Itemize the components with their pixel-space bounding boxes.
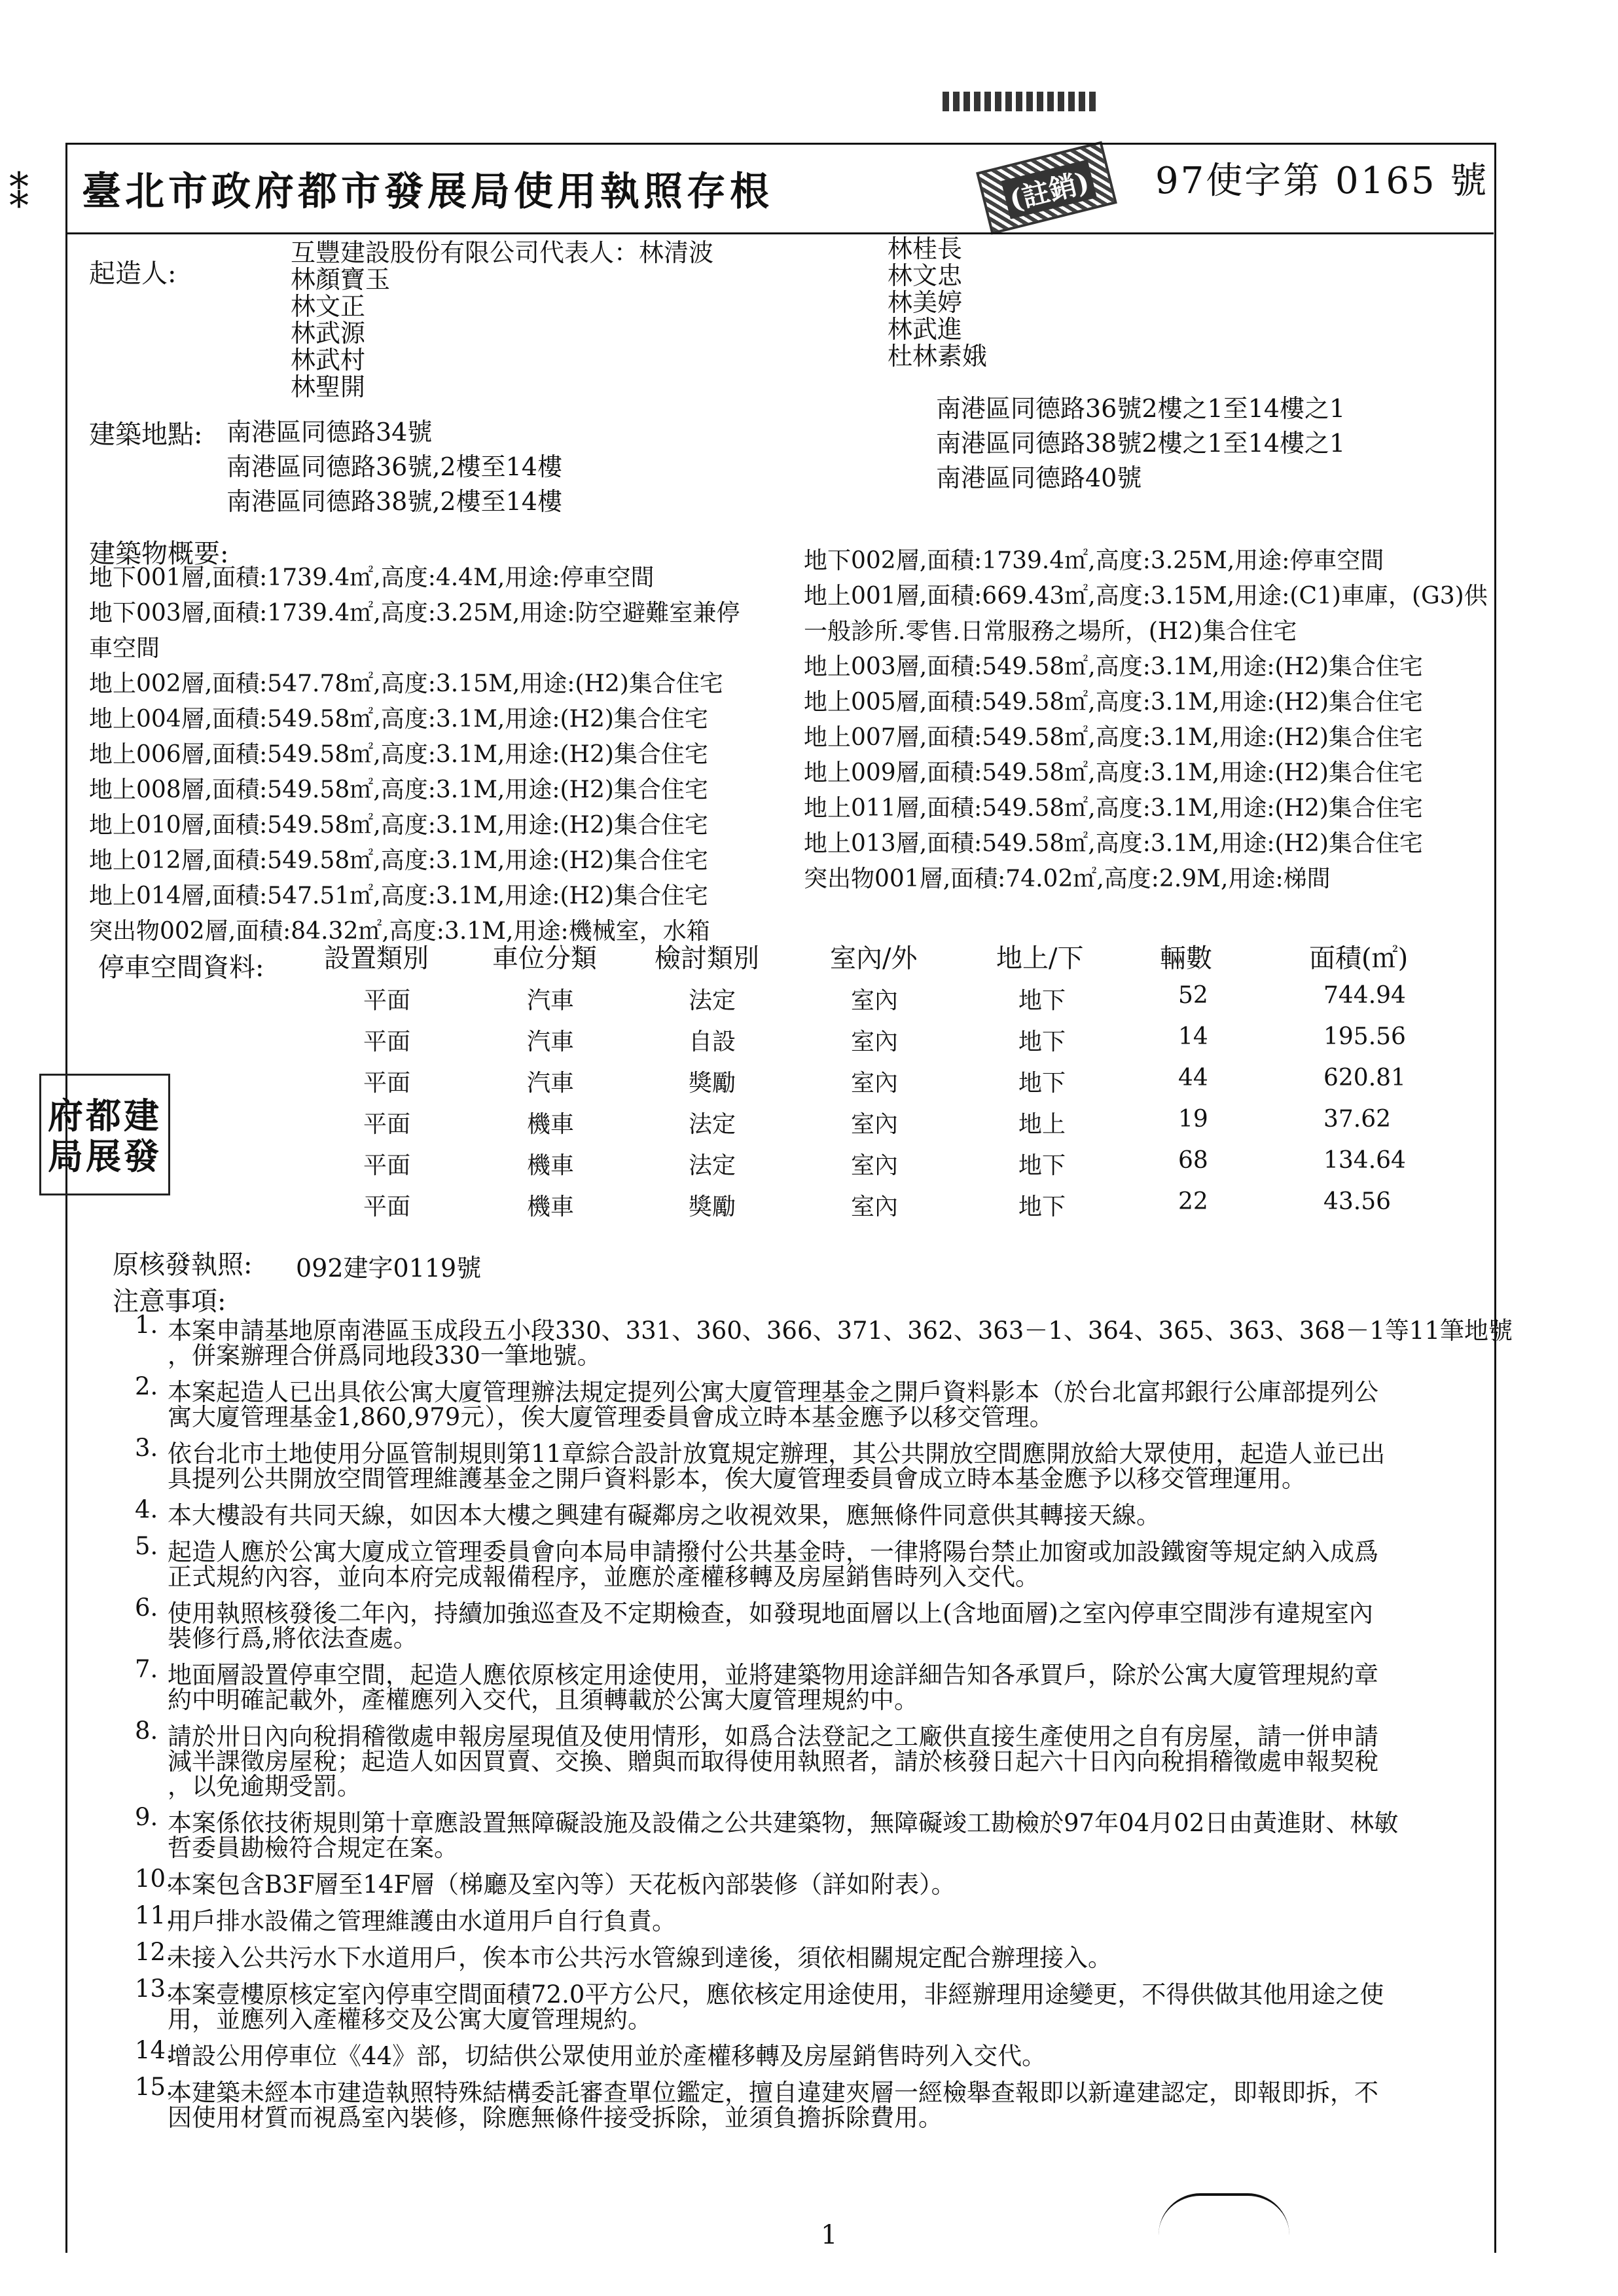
- note-number: 12.: [135, 1938, 173, 1966]
- site-address: 南港區同德路34號: [226, 418, 433, 446]
- note-number: 9.: [135, 1803, 158, 1831]
- original-permit-value: 092建字0119號: [296, 1254, 482, 1283]
- note-line: 增設公用停車位《44》部，切結供公眾使用並於產權移轉及房屋銷售時列入交代。: [168, 2042, 1047, 2070]
- parking-cell-review: 法定: [689, 1152, 736, 1179]
- note-line: 裝修行爲,將依法查處。: [168, 1624, 418, 1652]
- note-line: 地面層設置停車空間，起造人應依原核定用途使用，並將建築物用途詳細告知各承買戶，除於公寓大廈管理規約章: [168, 1661, 1378, 1689]
- overview-line: 地上006層,面積:549.58㎡,高度:3.1M,用途:(H2)集合住宅: [89, 741, 708, 768]
- site-address: 南港區同德路38號,2樓至14樓: [226, 487, 562, 516]
- applicant-left-list: [291, 240, 713, 401]
- overview-line: 地上013層,面積:549.58㎡,高度:3.1M,用途:(H2)集合住宅: [804, 830, 1423, 857]
- applicant-name: 林武村: [291, 346, 366, 374]
- overview-line: 地上003層,面積:549.58㎡,高度:3.1M,用途:(H2)集合住宅: [804, 653, 1423, 680]
- site-label: 建築地點:: [89, 420, 203, 450]
- note-line: ，併案辦理合併爲同地段330一筆地號。: [168, 1341, 602, 1370]
- overview-label: 建築物概要:: [89, 539, 229, 569]
- note-line: 起造人應於公寓大廈成立管理委員會向本局申請撥付公共基金時，一律將陽台禁止加窗或加設鐵窗等規定納入成爲: [168, 1538, 1378, 1566]
- parking-header: 地上/下: [996, 943, 1084, 974]
- note-line: 使用執照核發後二年內，持續加強巡查及不定期檢查，如發現地面層以上(含地面層)之室內停車空間涉有違規室內: [168, 1599, 1373, 1628]
- note-line: 本大樓設有共同天線，如因本大樓之興建有礙鄰房之收視效果，應無條件同意供其轉接天線。: [168, 1501, 1160, 1529]
- parking-cell-review: 獎勵: [689, 1070, 736, 1097]
- note-number: 15.: [135, 2073, 173, 2101]
- overview-line: 突出物001層,面積:74.02㎡,高度:2.9M,用途:梯間: [804, 866, 1331, 892]
- parking-cell-category: 汽車: [527, 1029, 575, 1055]
- note-number: 4.: [135, 1495, 158, 1523]
- cancel-stamp-text: (註銷): [1001, 160, 1096, 219]
- parking-header: 車位分類: [492, 943, 597, 974]
- parking-cell-category: 汽車: [527, 1070, 575, 1097]
- site-address: 南港區同德路36號2樓之1至14樓之1: [936, 394, 1346, 423]
- top-mark: [943, 92, 1100, 111]
- parking-cell-area: 620.81: [1323, 1065, 1406, 1091]
- parking-cell-count: 44: [1178, 1065, 1208, 1091]
- site-address: 南港區同德路36號,2樓至14樓: [226, 452, 562, 481]
- parking-cell-review: 自設: [689, 1029, 736, 1055]
- overview-left-list: [89, 560, 740, 949]
- overview-right-list: [804, 543, 1488, 897]
- applicant-name: 林武源: [291, 319, 366, 348]
- parking-cell-inout: 室內: [851, 1111, 899, 1138]
- note-line: 因使用材質而視爲室內裝修，除應無條件接受拆除，並須負擔拆除費用。: [168, 2104, 943, 2132]
- applicant-name: 互豐建設股份有限公司代表人：林清波: [291, 238, 714, 267]
- parking-cell-type: 平面: [363, 1194, 411, 1220]
- note-number: 7.: [135, 1655, 158, 1683]
- note-line: 正式規約內容，並向本府完成報備程序，並應於產權移轉及房屋銷售時列入交代。: [168, 1563, 1039, 1591]
- parking-cell-area: 195.56: [1323, 1023, 1406, 1050]
- applicant-name: 林文忠: [888, 261, 963, 290]
- official-seal: [39, 1074, 170, 1195]
- parking-header: 輛數: [1160, 943, 1212, 974]
- original-permit-label: 原核發執照:: [113, 1250, 253, 1280]
- parking-cell-count: 52: [1178, 982, 1208, 1009]
- note-number: 1.: [135, 1311, 158, 1339]
- note-number: 5.: [135, 1532, 158, 1560]
- parking-cell-level: 地下: [1018, 1194, 1066, 1220]
- parking-header: 室內/外: [830, 943, 918, 974]
- overview-line: 突出物002層,面積:84.32㎡,高度:3.1M,用途:機械室，水箱: [89, 918, 710, 945]
- parking-header: 面積(㎡): [1309, 943, 1409, 974]
- overview-line: 地上012層,面積:549.58㎡,高度:3.1M,用途:(H2)集合住宅: [89, 847, 708, 874]
- note-line: 用，並應列入產權移交及公寓大廈管理規約。: [168, 2005, 652, 2033]
- applicant-name: 林美婷: [888, 288, 963, 317]
- note-line: 本案起造人已出具依公寓大廈管理辦法規定提列公寓大廈管理基金之開戶資料影本（於台北富邦銀行公庫部提列公: [168, 1378, 1378, 1406]
- overview-line: 地上001層,面積:669.43㎡,高度:3.15M,用途:(C1)車庫，(G3)供: [804, 583, 1488, 610]
- applicant-name: 林文正: [291, 292, 366, 321]
- parking-cell-category: 汽車: [527, 987, 575, 1014]
- note-line: 本案壹樓原核定室內停車空間面積72.0平方公尺，應依核定用途使用，非經辦理用途變更，不得供做其他用途之使: [168, 1980, 1384, 2009]
- note-line: 減半課徵房屋稅；起造人如因買賣、交換、贈與而取得使用執照者，請於核發日起六十日內向稅捐稽徵處申報契稅: [168, 1747, 1378, 1776]
- parking-cell-inout: 室內: [851, 1152, 899, 1179]
- applicant-name: 林聖開: [291, 373, 366, 401]
- parking-cell-category: 機車: [527, 1111, 575, 1138]
- overview-line: 地上002層,面積:547.78㎡,高度:3.15M,用途:(H2)集合住宅: [89, 670, 723, 697]
- note-line: ，以免逾期受罰。: [168, 1772, 361, 1800]
- note-line: 本案申請基地原南港區玉成段五小段330、331、360、366、371、362、363－1、364、365、363、368－1等11筆地號: [168, 1317, 1513, 1345]
- parking-cell-type: 平面: [363, 1070, 411, 1097]
- overview-line: 地上005層,面積:549.58㎡,高度:3.1M,用途:(H2)集合住宅: [804, 689, 1423, 716]
- note-line: 哲委員勘檢符合規定在案。: [168, 1834, 458, 1862]
- parking-cell-inout: 室內: [851, 987, 899, 1014]
- applicant-name: 杜林素娥: [888, 342, 988, 371]
- note-line: 具提列公共開放空間管理維護基金之開戶資料影本，俟大廈管理委員會成立時本基金應予以移交管理運用。: [168, 1465, 1306, 1493]
- applicant-label: 起造人:: [89, 259, 177, 289]
- site-address: 南港區同德路38號2樓之1至14樓之1: [936, 429, 1346, 458]
- note-number: 8.: [135, 1717, 158, 1745]
- document-number: 97使字第 0165 號: [1155, 160, 1489, 202]
- page-number: 1: [821, 2220, 838, 2250]
- overview-line: 地上004層,面積:549.58㎡,高度:3.1M,用途:(H2)集合住宅: [89, 706, 708, 733]
- note-number: 2.: [135, 1372, 158, 1400]
- parking-cell-level: 地下: [1018, 1070, 1066, 1097]
- site-address: 南港區同德路40號: [936, 464, 1142, 492]
- parking-cell-level: 地下: [1018, 1152, 1066, 1179]
- parking-header: 檢討類別: [655, 943, 759, 974]
- note-line: 請於卅日內向稅捐稽徵處申報房屋現值及使用情形，如爲合法登記之工廠供直接生產使用之自有房屋，請一併申請: [168, 1722, 1378, 1751]
- note-line: 約中明確記載外，產權應列入交代，且須轉載於公寓大廈管理規約中。: [168, 1686, 918, 1714]
- note-line: 未接入公共污水下水道用戶，俟本市公共污水管線到達後，須依相關規定配合辦理接入。: [168, 1944, 1112, 1972]
- parking-cell-count: 19: [1178, 1106, 1208, 1133]
- margin-mark: ⁑: [9, 172, 29, 217]
- parking-cell-type: 平面: [363, 1029, 411, 1055]
- note-number: 6.: [135, 1594, 158, 1622]
- note-number: 10.: [135, 1865, 173, 1893]
- parking-cell-count: 68: [1178, 1147, 1208, 1174]
- note-number: 11.: [135, 1901, 173, 1929]
- overview-line: 地上008層,面積:549.58㎡,高度:3.1M,用途:(H2)集合住宅: [89, 776, 708, 803]
- note-line: 本案係依技術規則第十章應設置無障礙設施及設備之公共建築物，無障礙竣工勘檢於97年04月02日由黃進財、林敏: [168, 1809, 1399, 1837]
- overview-line: 地上011層,面積:549.58㎡,高度:3.1M,用途:(H2)集合住宅: [804, 795, 1423, 822]
- note-number: 3.: [135, 1434, 158, 1462]
- note-number: 13.: [135, 1975, 173, 2003]
- overview-line: 地上007層,面積:549.58㎡,高度:3.1M,用途:(H2)集合住宅: [804, 724, 1423, 751]
- overview-line: 車空間: [89, 635, 160, 662]
- parking-cell-level: 地上: [1018, 1111, 1066, 1138]
- parking-header: 設置類別: [324, 943, 429, 974]
- parking-cell-review: 法定: [689, 1111, 736, 1138]
- parking-cell-level: 地下: [1018, 987, 1066, 1014]
- notes-label: 注意事項:: [113, 1286, 226, 1317]
- parking-cell-category: 機車: [527, 1152, 575, 1179]
- overview-line: 一般診所.零售.日常服務之場所，(H2)集合住宅: [804, 618, 1297, 645]
- parking-cell-level: 地下: [1018, 1029, 1066, 1055]
- parking-cell-area: 37.62: [1323, 1106, 1392, 1133]
- note-line: 本案包含B3F層至14F層（梯廳及室內等）天花板內部裝修（詳如附表）。: [168, 1870, 956, 1899]
- seal-text: 府都建 局展發: [48, 1095, 162, 1177]
- parking-cell-review: 法定: [689, 987, 736, 1014]
- bottom-stamp-mark: [1159, 2193, 1289, 2235]
- note-line: 依台北市土地使用分區管制規則第11章綜合設計放寬規定辦理，其公共開放空間應開放給大眾使用，起造人並已出: [168, 1440, 1386, 1468]
- overview-line: 地上010層,面積:549.58㎡,高度:3.1M,用途:(H2)集合住宅: [89, 812, 708, 839]
- overview-line: 地上014層,面積:547.51㎡,高度:3.1M,用途:(H2)集合住宅: [89, 883, 708, 909]
- overview-line: 地下003層,面積:1739.4㎡,高度:3.25M,用途:防空避難室兼停: [89, 600, 740, 627]
- parking-cell-category: 機車: [527, 1194, 575, 1220]
- parking-cell-type: 平面: [363, 987, 411, 1014]
- applicant-right-list: [888, 236, 987, 370]
- title-divider: [65, 232, 1494, 234]
- parking-cell-area: 744.94: [1323, 982, 1406, 1009]
- parking-label: 停車空間資料:: [98, 953, 264, 983]
- parking-cell-count: 14: [1178, 1023, 1208, 1050]
- site-left-list: [226, 415, 562, 519]
- document-title: 臺北市政府都市發展局使用執照存根: [82, 169, 773, 215]
- parking-cell-area: 134.64: [1323, 1147, 1406, 1174]
- parking-cell-inout: 室內: [851, 1070, 899, 1097]
- applicant-name: 林桂長: [888, 234, 963, 263]
- parking-cell-inout: 室內: [851, 1194, 899, 1220]
- parking-cell-inout: 室內: [851, 1029, 899, 1055]
- applicant-name: 林顏寶玉: [291, 265, 391, 294]
- site-right-list: [936, 392, 1345, 496]
- parking-cell-count: 22: [1178, 1188, 1208, 1215]
- parking-cell-type: 平面: [363, 1111, 411, 1138]
- overview-line: 地下002層,面積:1739.4㎡,高度:3.25M,用途:停車空間: [804, 547, 1384, 574]
- note-line: 本建築未經本市建造執照特殊結構委託審查單位鑑定，擅自違建夾層一經檢舉查報即以新違建認定，即報即拆，不: [168, 2079, 1378, 2107]
- note-line: 寓大廈管理基金1,860,979元），俟大廈管理委員會成立時本基金應予以移交管理。: [168, 1403, 1054, 1431]
- note-number: 14.: [135, 2036, 173, 2064]
- parking-cell-review: 獎勵: [689, 1194, 736, 1220]
- overview-line: 地下001層,面積:1739.4㎡,高度:4.4M,用途:停車空間: [89, 564, 655, 591]
- overview-line: 地上009層,面積:549.58㎡,高度:3.1M,用途:(H2)集合住宅: [804, 759, 1423, 786]
- parking-cell-type: 平面: [363, 1152, 411, 1179]
- parking-cell-area: 43.56: [1323, 1188, 1392, 1215]
- applicant-name: 林武進: [888, 315, 963, 344]
- note-line: 用戶排水設備之管理維護由水道用戶自行負責。: [168, 1907, 676, 1935]
